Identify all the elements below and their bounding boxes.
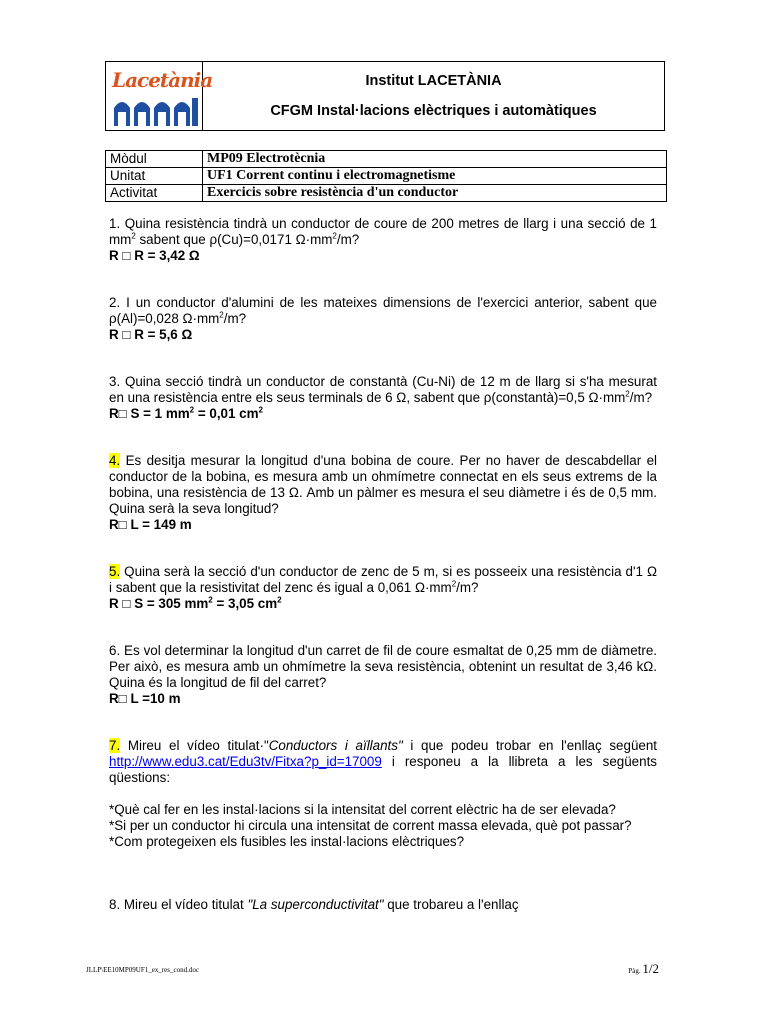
answer bbox=[109, 596, 657, 612]
page-number bbox=[628, 961, 659, 977]
info-value: Exercicis sobre resistència d'un conductor bbox=[203, 185, 667, 202]
question-text: 8. Mireu el vídeo titulat bbox=[109, 897, 248, 912]
course-name: CFGM Instal·lacions elèctriques i automàtiques bbox=[270, 103, 597, 119]
info-value: UF1 Corrent continu i electromagnetisme bbox=[203, 168, 667, 185]
question-text: sabent que ρ(Cu)=0,0171 Ω·mm bbox=[135, 232, 333, 247]
exercise-4 bbox=[109, 453, 657, 533]
module-info-table bbox=[105, 150, 667, 202]
superscript: 2 bbox=[131, 231, 136, 241]
page-value: 1/2 bbox=[642, 961, 659, 976]
question-text: 1. Quina resistència tindrà un conductor de coure de 200 metres de llarg i una secció de 1 mm bbox=[109, 216, 657, 247]
exercise-1 bbox=[109, 216, 657, 264]
page-label: Pàg. bbox=[628, 967, 643, 975]
question-text: /m? bbox=[336, 232, 360, 247]
exercise-list bbox=[109, 216, 657, 913]
question-text: i que podeu trobar en l'enllaç següent bbox=[402, 738, 658, 753]
answer: R □ R = 3,42 Ω bbox=[109, 248, 200, 263]
superscript: 2 bbox=[258, 405, 263, 415]
page-footer bbox=[86, 961, 661, 976]
video-link[interactable]: http://www.edu3.cat/Edu3tv/Fitxa?p_id=17009 bbox=[109, 754, 382, 769]
video-title: "La superconductivitat" bbox=[247, 897, 384, 912]
question-text: Es desitja mesurar la longitud d'una bobina de coure. Per no haver de descabdellar el conductor de la bobina, es mesura amb un ohmímetre connectat en els seus extrems de la bobina, una resistència de 13 Ω. Amb un pàlmer es mesura el seu diàmetre i és de 0,5 mm. Quina serà la seva longitud? bbox=[109, 453, 657, 516]
question-text: /m? bbox=[629, 390, 653, 405]
list-item: *Com protegeixen els fusibles les instal·lacions elèctriques? bbox=[109, 834, 465, 849]
answer: R□ L = 149 m bbox=[109, 517, 192, 532]
exercise-2 bbox=[109, 295, 657, 343]
logo-text: Lacetània bbox=[112, 68, 213, 92]
list-item: *Què cal fer en les instal·lacions si la intensitat del corrent elèctric ha de ser elevada? bbox=[109, 802, 616, 817]
superscript: 2 bbox=[451, 579, 457, 589]
institute-name: Institut LACETÀNIA bbox=[365, 73, 502, 89]
document-header bbox=[105, 61, 665, 131]
file-name: JLLP\EE10MP09UF1_ex_res_cond.doc bbox=[86, 966, 199, 974]
header-titles bbox=[203, 62, 664, 130]
exercise-number-highlight: 4. bbox=[109, 453, 121, 468]
question-text: Mireu el vídeo titulat·" bbox=[120, 738, 269, 753]
superscript: 2 bbox=[208, 595, 213, 605]
question-text: 3. Quina secció tindrà un conductor de constantà (Cu-Ni) de 12 m de llarg si s'ha mesurat en una resistència entre els seus terminals de 6 Ω, sabent que ρ(constantà)=0,5 Ω·mm bbox=[109, 374, 657, 405]
table-row bbox=[106, 168, 667, 185]
logo bbox=[106, 62, 213, 130]
question-text: 2. I un conductor d'alumini de les mateixes dimensions de l'exercici anterior, sabent que ρ(Al)=0,028 Ω·mm bbox=[109, 295, 657, 326]
list-item: *Si per un conductor hi circula una intensitat de corrent massa elevada, què pot passar? bbox=[109, 818, 632, 833]
video-title: Conductors i aïllants" bbox=[268, 738, 403, 753]
exercise-3 bbox=[109, 374, 657, 422]
superscript: 2 bbox=[219, 310, 224, 320]
info-key: Unitat bbox=[106, 168, 203, 185]
exercise-7 bbox=[109, 738, 657, 850]
answer-text: R□ S = 1 mm bbox=[109, 406, 190, 421]
superscript: 2 bbox=[332, 231, 337, 241]
answer: R□ L =10 m bbox=[109, 691, 181, 706]
answer bbox=[109, 406, 657, 422]
logo-arches-icon bbox=[112, 94, 200, 128]
info-key: Activitat bbox=[106, 185, 203, 202]
question-text: /m? bbox=[456, 580, 479, 595]
superscript: 2 bbox=[189, 405, 195, 415]
exercise-8 bbox=[109, 897, 657, 913]
info-value: MP09 Electrotècnia bbox=[203, 151, 667, 168]
superscript: 2 bbox=[277, 595, 282, 605]
question-text: que trobareu a l'enllaç bbox=[383, 897, 519, 912]
answer-text: R □ S = 305 mm bbox=[109, 596, 209, 611]
question-text: /m? bbox=[223, 311, 247, 326]
table-row bbox=[106, 151, 667, 168]
answer: R □ R = 5,6 Ω bbox=[109, 327, 193, 342]
exercise-6 bbox=[109, 643, 657, 707]
info-key: Mòdul bbox=[106, 151, 203, 168]
answer-text: = 3,05 cm bbox=[212, 596, 278, 611]
table-row bbox=[106, 185, 667, 202]
question-text: Quina serà la secció d'un conductor de zenc de 5 m, si es posseeix una resistència d'1 Ω i sabent que la resistivitat del zenc és igual a 0,061 Ω·mm bbox=[109, 564, 657, 595]
question-text: i responeu a la llibreta a les següents qüestions: bbox=[109, 754, 657, 785]
answer-text: = 0,01 cm bbox=[194, 406, 259, 421]
exercise-number-highlight: 5. bbox=[109, 564, 121, 579]
superscript: 2 bbox=[625, 389, 630, 399]
exercise-number-highlight: 7. bbox=[109, 738, 121, 753]
exercise-5 bbox=[109, 564, 657, 612]
question-text: 6. Es vol determinar la longitud d'un carret de fil de coure esmaltat de 0,25 mm de diàmetre. Per això, es mesura amb un ohmímetre la seva resistència, obtenint un resultat de 3,46 kΩ. Quina és la longitud de fil del carret? bbox=[109, 643, 657, 690]
